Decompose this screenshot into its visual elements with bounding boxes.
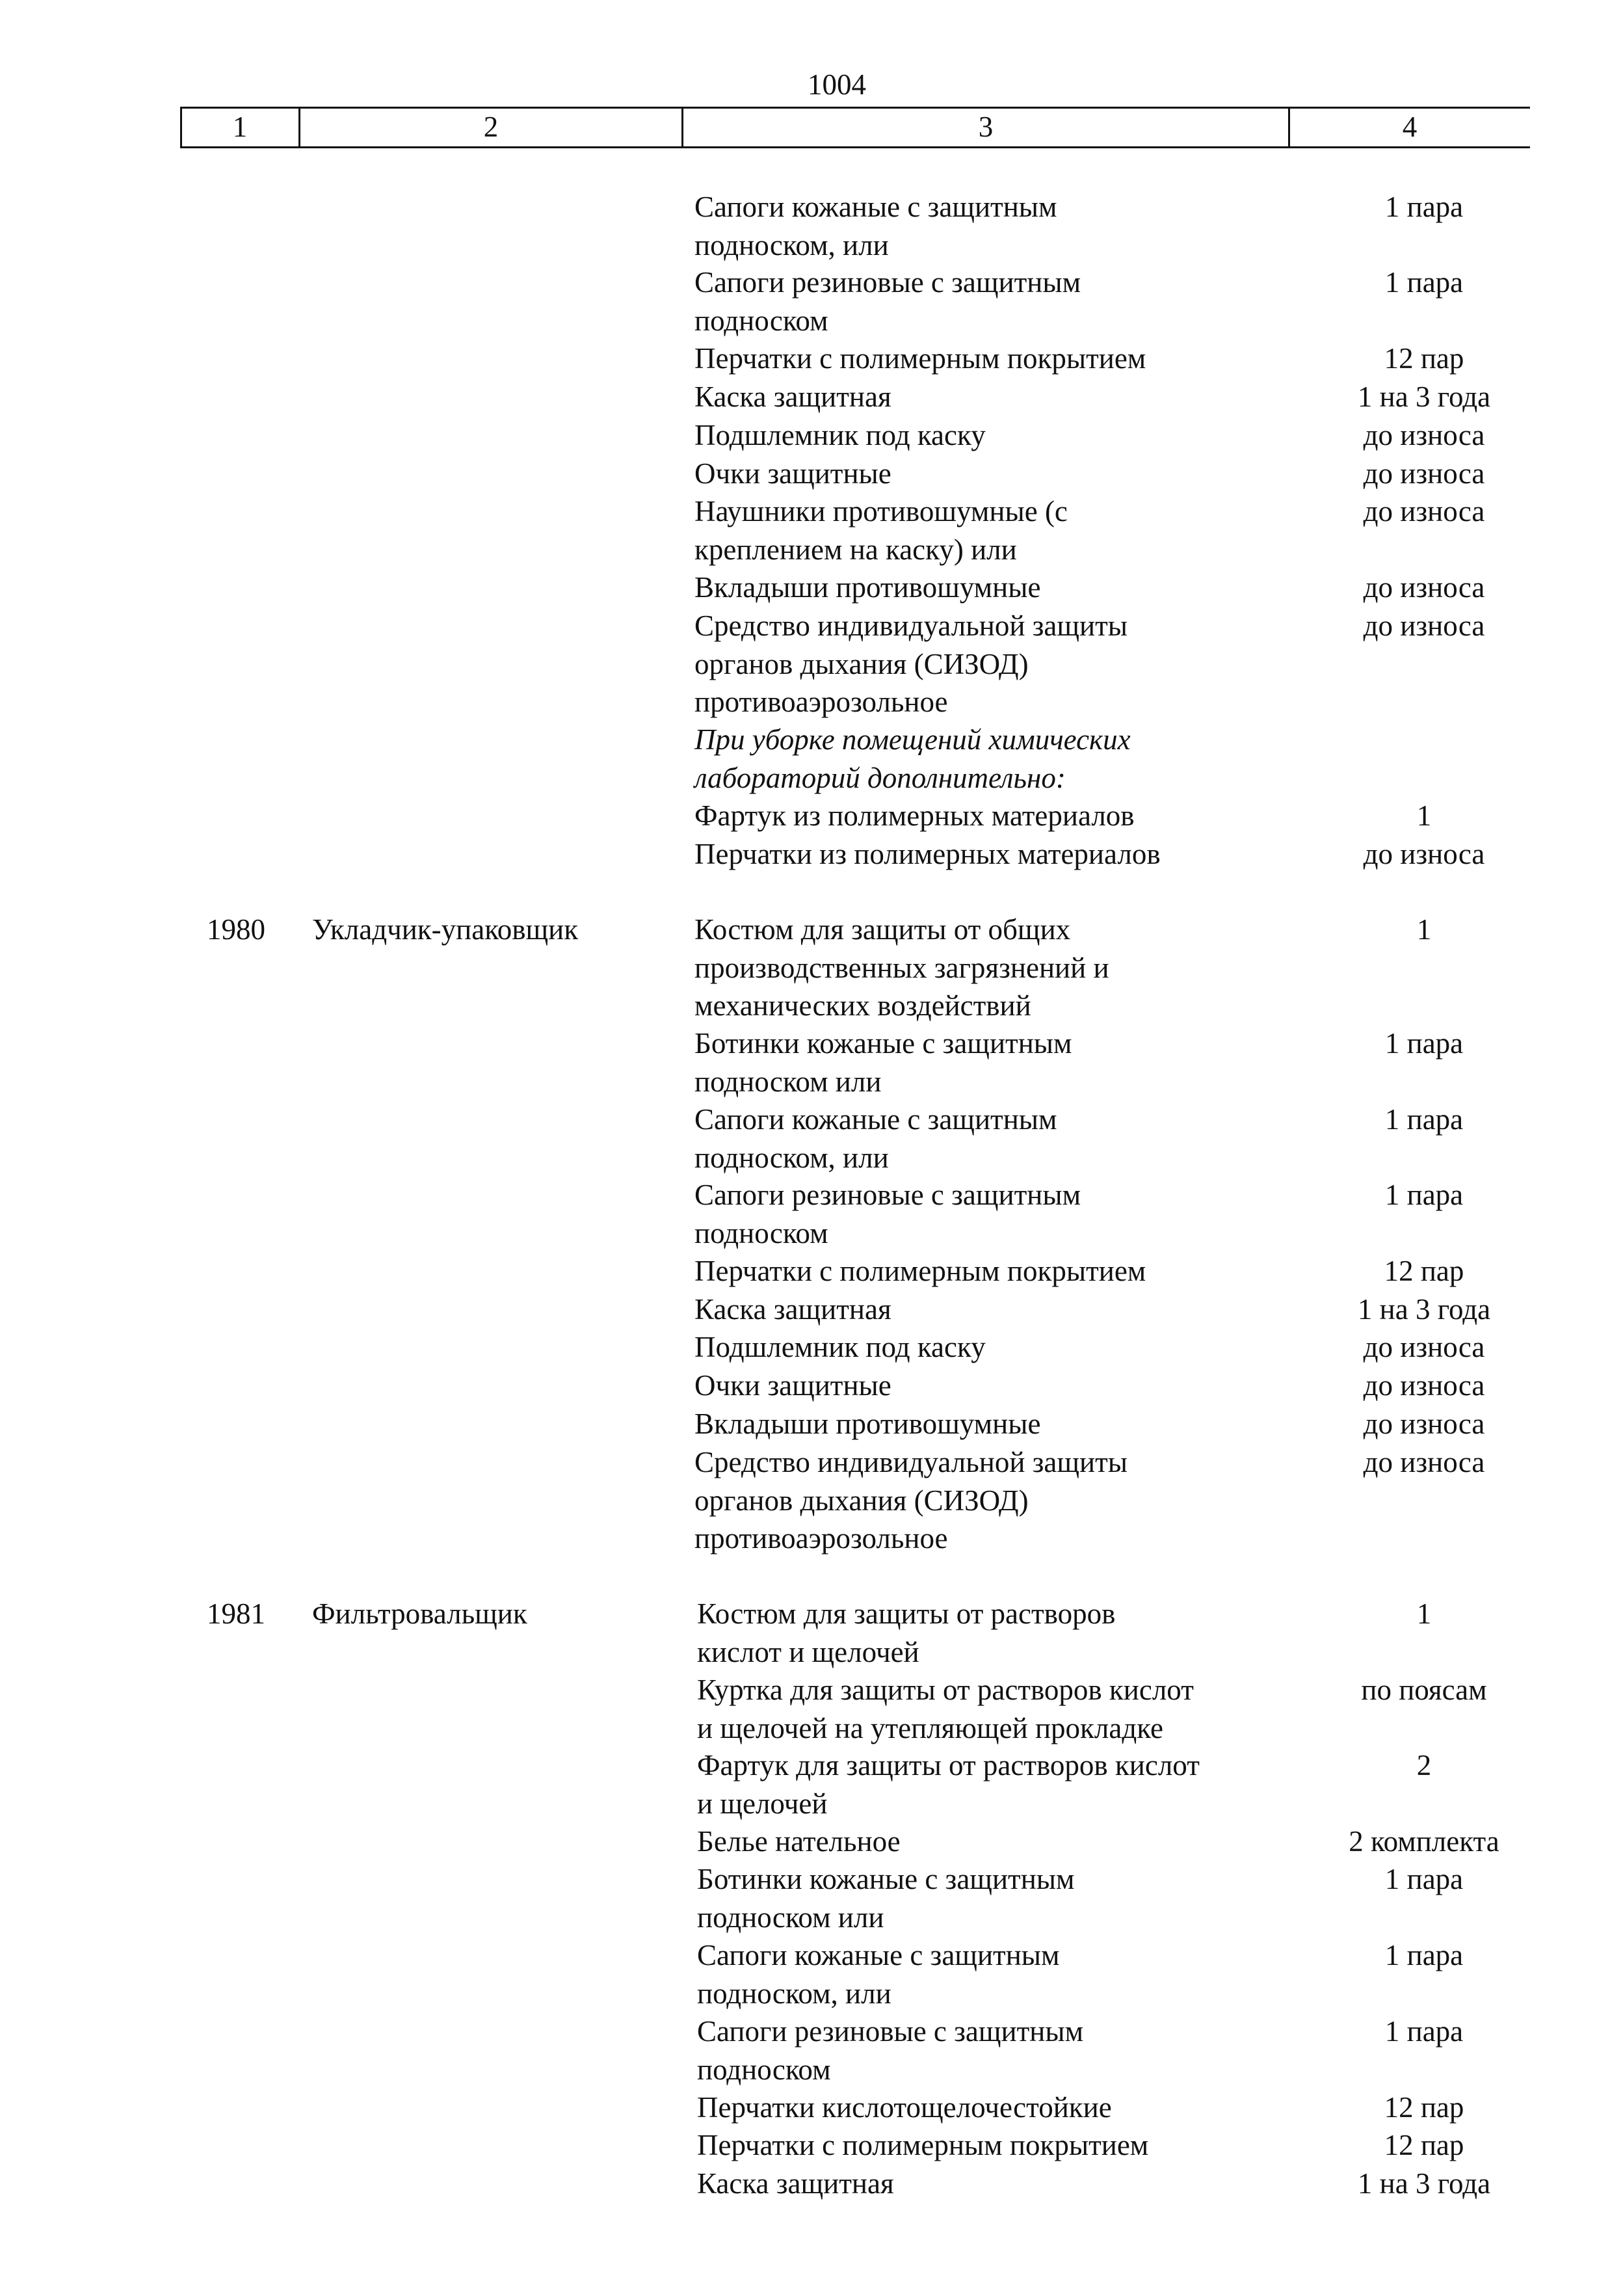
- issue-norm: по поясам: [1361, 1674, 1487, 1706]
- equipment-item: кислот и щелочей: [697, 1635, 919, 1668]
- equipment-item: Средство индивидуальной защиты: [694, 1446, 1128, 1478]
- equipment-item: Подшлемник под каску: [694, 419, 986, 451]
- equipment-item: Ботинки кожаные с защитным: [694, 1027, 1072, 1060]
- issue-norm: 1: [1416, 799, 1432, 832]
- equipment-item: Белье нательное: [697, 1825, 901, 1858]
- issue-norm: 1 пара: [1384, 2015, 1464, 2048]
- equipment-item: и щелочей: [697, 1787, 828, 1820]
- equipment-item: Каска защитная: [694, 1293, 891, 1326]
- issue-norm: 1 пара: [1384, 1939, 1464, 1971]
- equipment-item: подноском: [694, 1216, 828, 1249]
- page-number: 1004: [808, 68, 866, 101]
- equipment-item: подноском или: [694, 1065, 882, 1098]
- issue-norm: 1 пара: [1384, 1027, 1464, 1060]
- equipment-item: механических воздействий: [694, 989, 1031, 1022]
- issue-norm: 1 пара: [1384, 191, 1464, 223]
- equipment-item: подноском, или: [694, 228, 889, 261]
- equipment-item: Вкладыши противошумные: [694, 1408, 1041, 1440]
- profession-name: Фильтровальщик: [312, 1597, 527, 1630]
- equipment-item: Костюм для защиты от общих: [694, 913, 1071, 946]
- header-col-4: 4: [1402, 111, 1418, 143]
- equipment-item: Сапоги резиновые с защитным: [694, 266, 1081, 299]
- equipment-item: Перчатки с полимерным покрытием: [697, 2129, 1149, 2161]
- equipment-item: Перчатки кислотощелочестойкие: [697, 2091, 1112, 2124]
- equipment-item: подноском, или: [694, 1141, 889, 1174]
- issue-norm: до износа: [1363, 571, 1485, 604]
- equipment-item: Сапоги резиновые с защитным: [694, 1179, 1081, 1211]
- equipment-item: Очки защитные: [694, 1369, 891, 1402]
- issue-norm: до износа: [1363, 1408, 1485, 1440]
- equipment-item: подноском, или: [697, 1977, 891, 2010]
- equipment-item: Каска защитная: [694, 380, 891, 413]
- issue-norm: 12 пар: [1384, 2091, 1464, 2124]
- issue-norm: 12 пар: [1384, 2129, 1464, 2161]
- equipment-item: противоаэрозольное: [694, 686, 948, 718]
- issue-norm: 2 комплекта: [1349, 1825, 1499, 1858]
- equipment-item: Наушники противошумные (с: [694, 495, 1068, 527]
- issue-norm: 12 пар: [1384, 342, 1464, 375]
- equipment-item: Фартук из полимерных материалов: [694, 799, 1135, 832]
- entry-number: 1980: [207, 913, 265, 946]
- issue-norm: до износа: [1363, 1331, 1485, 1363]
- issue-norm: до износа: [1363, 495, 1485, 527]
- profession-name: Укладчик-упаковщик: [312, 913, 579, 946]
- equipment-item: Сапоги кожаные с защитным: [694, 191, 1057, 223]
- equipment-item: Вкладыши противошумные: [694, 571, 1041, 604]
- header-col-2: 2: [483, 111, 499, 143]
- issue-norm: 1 пара: [1384, 266, 1464, 299]
- equipment-item: Очки защитные: [694, 457, 891, 490]
- issue-norm: 2: [1416, 1749, 1432, 1782]
- equipment-item: противоаэрозольное: [694, 1522, 948, 1555]
- equipment-item: Перчатки с полимерным покрытием: [694, 342, 1146, 375]
- equipment-item: Каска защитная: [697, 2167, 894, 2200]
- issue-norm: 1: [1416, 913, 1432, 946]
- equipment-item: органов дыхания (СИЗОД): [694, 647, 1029, 680]
- issue-norm: 1 на 3 года: [1357, 2167, 1491, 2200]
- issue-norm: до износа: [1363, 457, 1485, 490]
- issue-norm: 1 на 3 года: [1357, 380, 1491, 413]
- equipment-item: Фартук для защиты от растворов кислот: [697, 1749, 1200, 1782]
- equipment-item: и щелочей на утепляющей прокладке: [697, 1711, 1163, 1744]
- equipment-item: Средство индивидуальной защиты: [694, 609, 1128, 642]
- issue-norm: 1 пара: [1384, 1863, 1464, 1895]
- header-col-1: 1: [232, 111, 248, 143]
- issue-norm: до износа: [1363, 1446, 1485, 1478]
- issue-norm: 1: [1416, 1597, 1432, 1630]
- entry-number: 1981: [207, 1597, 265, 1630]
- equipment-item: Подшлемник под каску: [694, 1331, 986, 1363]
- issue-norm: 12 пар: [1384, 1255, 1464, 1287]
- equipment-item: Перчатки из полимерных материалов: [694, 838, 1161, 870]
- equipment-item: Перчатки с полимерным покрытием: [694, 1255, 1146, 1287]
- issue-norm: до износа: [1363, 609, 1485, 642]
- issue-norm: 1 пара: [1384, 1179, 1464, 1211]
- equipment-item: Ботинки кожаные с защитным: [697, 1863, 1075, 1895]
- equipment-item: креплением на каску) или: [694, 533, 1017, 566]
- issue-norm: 1 пара: [1384, 1103, 1464, 1136]
- issue-norm: до износа: [1363, 1369, 1485, 1402]
- equipment-item: производственных загрязнений и: [694, 951, 1109, 984]
- issue-norm: до износа: [1363, 838, 1485, 870]
- header-col-3: 3: [978, 111, 994, 143]
- equipment-item: Сапоги резиновые с защитным: [697, 2015, 1084, 2048]
- equipment-item: Сапоги кожаные с защитным: [697, 1939, 1060, 1971]
- section-note: При уборке помещений химических: [694, 723, 1131, 756]
- equipment-item: Сапоги кожаные с защитным: [694, 1103, 1057, 1136]
- equipment-item: подноском или: [697, 1901, 884, 1934]
- equipment-item: подноском: [697, 2053, 831, 2086]
- issue-norm: 1 на 3 года: [1357, 1293, 1491, 1326]
- equipment-item: органов дыхания (СИЗОД): [694, 1484, 1029, 1517]
- equipment-item: подноском: [694, 304, 828, 337]
- issue-norm: до износа: [1363, 419, 1485, 451]
- equipment-item: Костюм для защиты от растворов: [697, 1597, 1116, 1630]
- section-note: лабораторий дополнительно:: [694, 761, 1066, 794]
- equipment-item: Куртка для защиты от растворов кислот: [697, 1674, 1194, 1706]
